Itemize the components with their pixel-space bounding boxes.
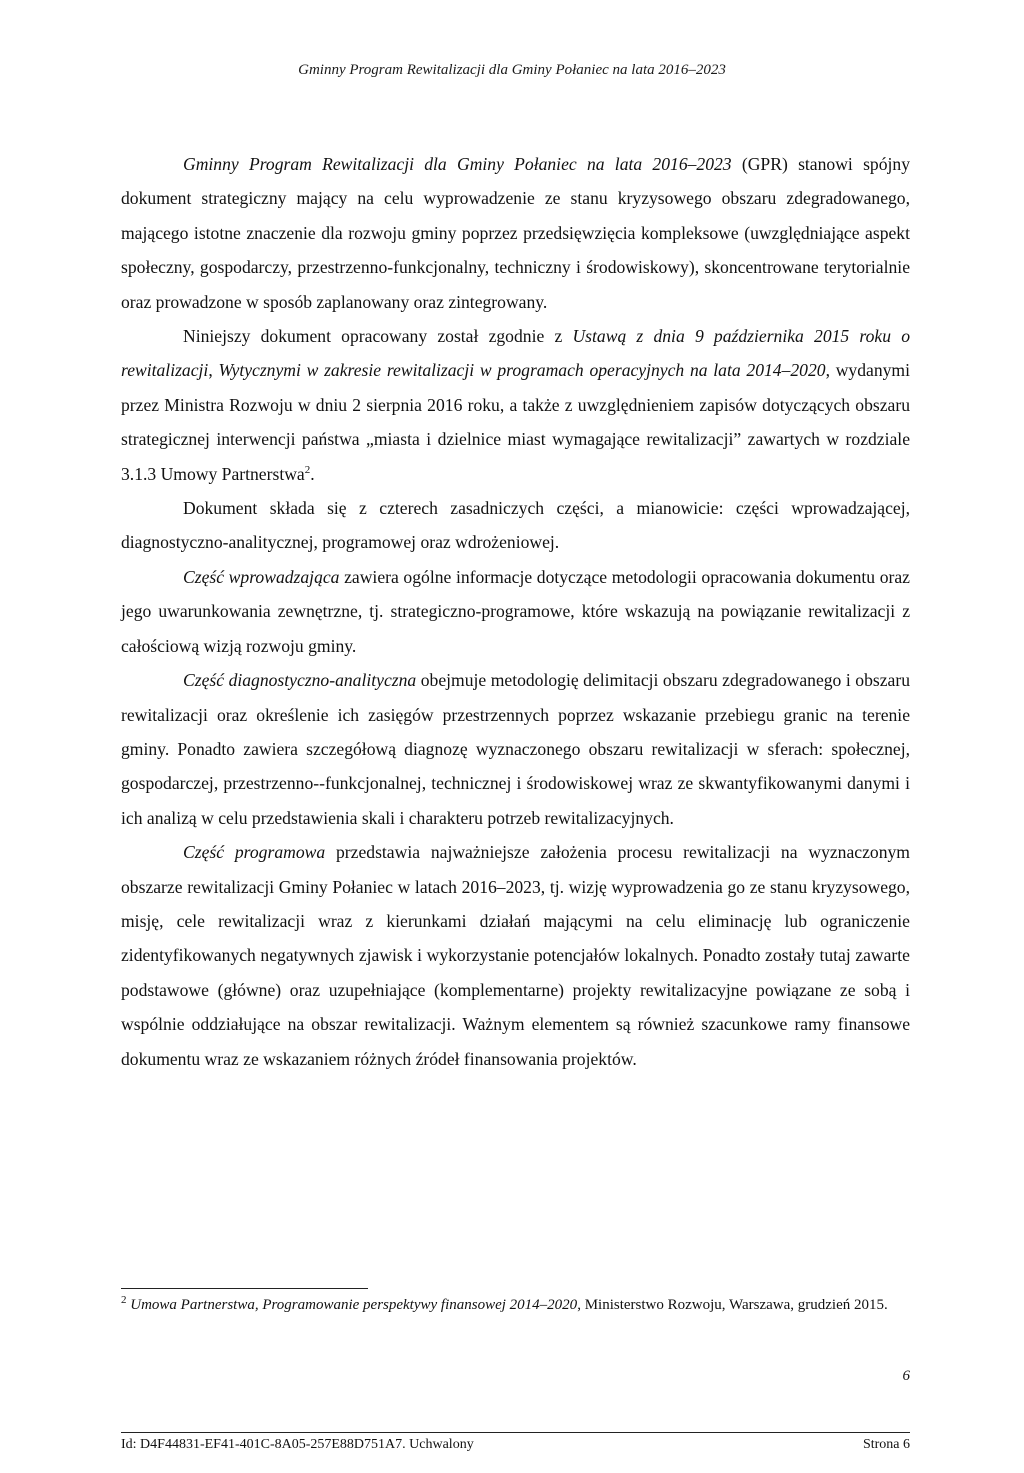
paragraph-structure: Dokument składa się z czterech zasadniczych części, a mianowicie: części wprowadzającej, diagnostyczno-analitycznej, programowej oraz wdrożeniowej. [121, 498, 910, 553]
act-title: Ustawą z dnia 9 października 2015 roku o rewitalizacji [121, 326, 911, 381]
paragraph-legal-basis: Niniejszy dokument opracowany został zgodnie z Ustawą z dnia 9 października 2015 roku o rewitalizacji, Wytycznymi w zakresie rewitalizacji w programach operacyjnych na lata 2014–2020, wydanymi przez Ministra Rozwoju w dniu 2 sierpnia 2016 roku, a także z uwzględnieniem zapisów dotyczących obszaru strategicznej interwencji państwa „miasta i dzielnice miast wymagające rewitalizacji” zawartych w rozdziale 3.1.3 Umowy Partnerstwa$^2$. [121, 326, 911, 484]
paragraph-intro-part: Część wprowadzająca zawiera ogólne informacje dotyczące metodologii opracowania dokumentu oraz jego uwarunkowania zewnętrzne, tj. strategiczno-programowe, które wskazują na powiązanie rewitalizacji z całościową wizją rozwoju gminy. [121, 566, 910, 656]
document-id: Id: D4F44831-EF41-401C-8A05-257E88D751A7. Uchwalony [121, 1437, 474, 1452]
paragraph-intro: Gminny Program Rewitalizacji dla Gminy Połaniec na lata 2016–2023 (GPR) stanowi spójny dokument strategiczny mający na celu wyprowadzenie ze stanu kryzysowego obszaru zdegradowanego, mającego istotne znaczenie dla rozwoju gminy poprzez przedsięwzięcia kompleksowe (uwzględniające aspekt społeczny, gospodarczy, przestrzenno-funkcjonalny, techniczny i środowiskowy), skoncentrowane terytorialnie oraz prowadzone w sposób zaplanowany oraz zintegrowany. [121, 154, 910, 312]
footer-page-label: Strona 6 [862, 1437, 910, 1452]
footnote-number: 2 [121, 1294, 127, 1306]
footnote-reference[interactable]: 2 [304, 463, 311, 476]
footnote-source-title: Umowa Partnerstwa, Programowanie perspektywy finansowej 2014–2020 [130, 1297, 578, 1313]
program-title: Gminny Program Rewitalizacji dla Gminy Połaniec na lata 2016–2023 [183, 154, 732, 174]
footnote: $^2$ Umowa Partnerstwa, Programowanie perspektywy finansowej 2014–2020, Ministerstwo Rozwoju, Warszawa, grudzień 2015. [121, 1294, 888, 1313]
guidelines-title: Wytycznymi w zakresie rewitalizacji w programach operacyjnych na lata 2014–2020 [218, 360, 826, 381]
page-number: 6 [902, 1368, 910, 1384]
running-header: Gminny Program Rewitalizacji dla Gminy Połaniec na lata 2016–2023 [298, 62, 726, 78]
document-body [121, 147, 910, 1076]
footnote-divider [121, 1288, 368, 1289]
footer-divider [121, 1432, 910, 1433]
paragraph-program-part: Część programowa przedstawia najważniejsze założenia procesu rewitalizacji na wyznaczonym obszarze rewitalizacji Gminy Połaniec w latach 2016–2023, tj. wizję wyprowadzenia go ze stanu kryzysowego, misję, cele rewitalizacji wraz z kierunkami działań mającymi na celu eliminację lub ograniczenie zidentyfikowanych negatywnych zjawisk i wykorzystanie potencjałów lokalnych. Ponadto zostały tutaj zawarte podstawowe (główne) oraz uzupełniające (komplementarne) projekty rewitalizacyjne powiązane ze sobą i wspólnie oddziałujące na obszar rewitalizacji. Ważnym elementem są również szacunkowe ramy finansowe dokumentu wraz ze wskazaniem różnych źródeł finansowania projektów. [121, 842, 910, 1069]
paragraph-diagnostic-part: Część diagnostyczno-analityczna obejmuje metodologię delimitacji obszaru zdegradowanego i obszaru rewitalizacji oraz określenie ich zasięgów przestrzennych poprzez wskazanie przebiegu granic na terenie gminy. Ponadto zawiera szczegółową diagnozę wyznaczonego obszaru rewitalizacji w sferach: społecznej, gospodarczej, przestrzenno--funkcjonalnej, technicznej i środowiskowej wraz ze skwantyfikowanymi danymi i ich analizą w celu przedstawienia skali i charakteru potrzeb rewitalizacyjnych. [121, 670, 910, 828]
